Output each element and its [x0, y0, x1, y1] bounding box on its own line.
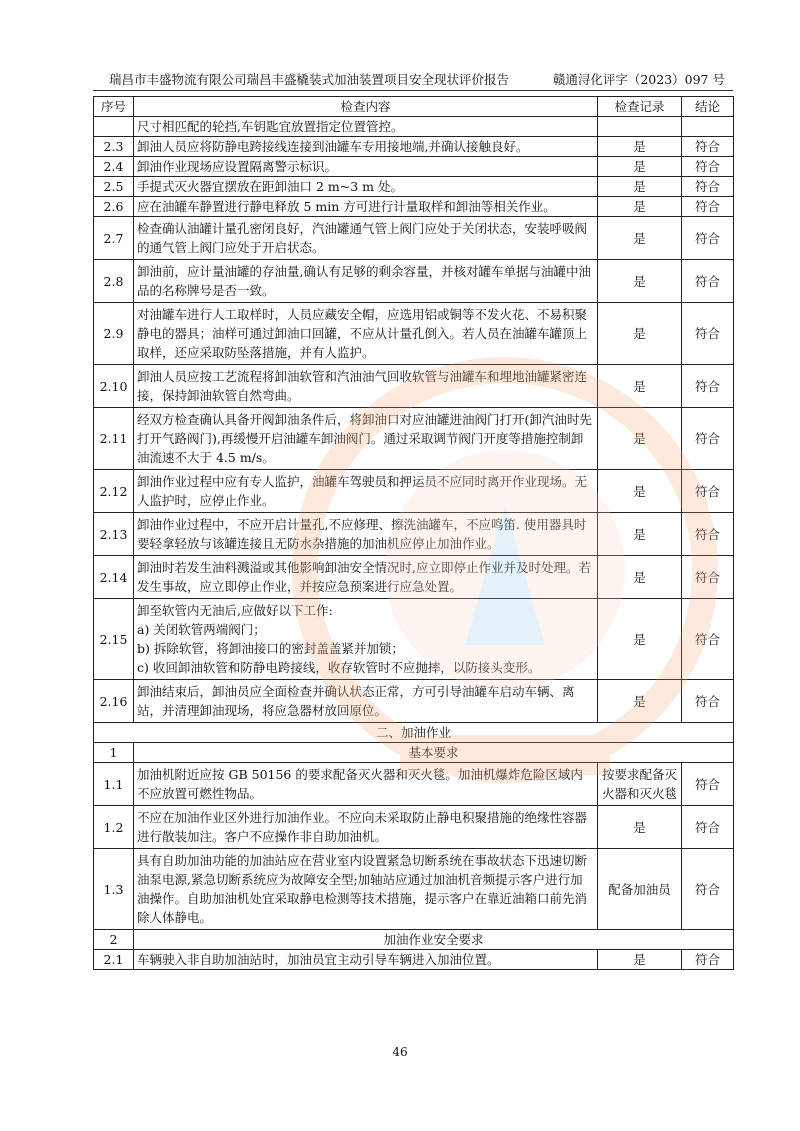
- col-header-record: 检查记录: [598, 97, 682, 117]
- row-record: 是: [598, 260, 682, 303]
- row-result: 符合: [682, 599, 734, 680]
- row-content: 加油机附近应按 GB 50156 的要求配备灭火器和灭火毯。加油机爆炸危险区域内不应放置可燃性物品。: [134, 763, 598, 806]
- row-record: 是: [598, 303, 682, 365]
- list-line: b) 拆除软管，将卸油接口的密封盖盖紧并加锁；: [137, 641, 404, 656]
- subsection-title: 加油作业安全要求: [134, 930, 734, 950]
- row-result: 符合: [682, 137, 734, 157]
- row-result: 符合: [682, 217, 734, 260]
- row-no: 2.13: [94, 513, 134, 556]
- row-record: 是: [598, 197, 682, 217]
- row-no: [94, 117, 134, 137]
- table-row: [94, 763, 734, 806]
- section-row: [94, 723, 734, 743]
- row-record: 是: [598, 950, 682, 970]
- row-no: 2.4: [94, 157, 134, 177]
- table-row: [94, 157, 734, 177]
- row-content: 卸油时若发生油料溅溢或其他影响卸油安全情况时,应立即停止作业并及时处理。若发生事故，应立即停止作业，并按应急预案进行应急处置。: [134, 556, 598, 599]
- row-record: 是: [598, 556, 682, 599]
- row-content: 具有自助加油功能的加油站应在营业室内设置紧急切断系统在事故状态下迅速切断油泵电源,紧急切断系统应为故障安全型;加轴站应通过加油机音频提示客户进行加油操作。自助加油机处宜采取静电检测等技术措施，提示客户在靠近油箱口前先消除人体静电。: [134, 849, 598, 930]
- subsection-no: 1: [94, 743, 134, 763]
- row-record: 是: [598, 599, 682, 680]
- col-header-content: 检查内容: [134, 97, 598, 117]
- row-content-list: [134, 599, 598, 680]
- row-no: 1.2: [94, 806, 134, 849]
- row-content: 尺寸相匹配的轮挡,车钥匙宜放置指定位置管控。: [134, 117, 598, 137]
- row-no: 2.12: [94, 470, 134, 513]
- row-content: 经双方检查确认具备开阀卸油条件后，将卸油口对应油罐进油阀门打开(卸汽油时先打开气路阀门),再缓慢开启油罐车卸油阀门。通过采取调节阀门开度等措施控制卸油流速不大于 4.5 m/s。: [134, 408, 598, 470]
- row-no: 2.1: [94, 950, 134, 970]
- table-row: [94, 117, 734, 137]
- row-result: 符合: [682, 513, 734, 556]
- row-record: 是: [598, 513, 682, 556]
- row-record: 是: [598, 137, 682, 157]
- row-result: 符合: [682, 408, 734, 470]
- row-record: 是: [598, 806, 682, 849]
- row-content: 卸油人员应将防静电跨接线连接到油罐车专用接地端,并确认接触良好。: [134, 137, 598, 157]
- row-no: 2.3: [94, 137, 134, 157]
- table-row: [94, 680, 734, 723]
- row-record: 是: [598, 217, 682, 260]
- table-row: [94, 513, 734, 556]
- table-row: [94, 849, 734, 930]
- row-record: 是: [598, 177, 682, 197]
- table-row: [94, 556, 734, 599]
- row-result: 符合: [682, 950, 734, 970]
- list-line: 卸至软管内无油后,应做好以下工作:: [137, 603, 333, 618]
- row-no: 2.16: [94, 680, 134, 723]
- row-content: 卸油作业过程中应有专人监护，油罐车驾驶员和押运员不应同时离开作业现场。无人监护时，应停止作业。: [134, 470, 598, 513]
- table-row: [94, 806, 734, 849]
- row-record: 配备加油员: [598, 849, 682, 930]
- section-title: 二、加油作业: [94, 723, 734, 743]
- row-content: 不应在加油作业区外进行加油作业。不应向未采取防止静电积聚措施的绝缘性容器进行散装加注。客户不应操作非自助加油机。: [134, 806, 598, 849]
- row-content: 卸油作业过程中，不应开启计量孔,不应修理、擦洗油罐车，不应鸣笛. 使用器具时要轻拿轻放与该罐连接且无防水杂措施的加油机应停止加油作业。: [134, 513, 598, 556]
- table-row: [94, 260, 734, 303]
- row-no: 2.9: [94, 303, 134, 365]
- row-result: 符合: [682, 303, 734, 365]
- row-record: 是: [598, 157, 682, 177]
- list-line: a) 关闭软管两端阀门；: [137, 622, 266, 637]
- header-report-number: 赣通浔化评字（2023）097 号: [552, 72, 725, 87]
- col-header-no: 序号: [94, 97, 134, 117]
- row-result: 符合: [682, 763, 734, 806]
- row-result: 符合: [682, 806, 734, 849]
- row-result: 符合: [682, 470, 734, 513]
- table-row: [94, 599, 734, 680]
- table-row: [94, 177, 734, 197]
- row-record: 是: [598, 408, 682, 470]
- row-result: 符合: [682, 365, 734, 408]
- row-result: [682, 117, 734, 137]
- row-record: 是: [598, 365, 682, 408]
- row-result: 符合: [682, 849, 734, 930]
- table-row: [94, 470, 734, 513]
- row-no: 1.1: [94, 763, 134, 806]
- row-content: 卸油人员应按工艺流程将卸油软管和汽油油气回收软管与油罐车和埋地油罐紧密连接，保持卸油软管自然弯曲。: [134, 365, 598, 408]
- list-line: c) 收回卸油软管和防静电跨接线，收存软管时不应抛摔，以防接头变形。: [137, 660, 541, 675]
- page-number: 46: [392, 1045, 408, 1059]
- row-no: 2.11: [94, 408, 134, 470]
- table-row: [94, 408, 734, 470]
- inspection-table: [93, 96, 734, 970]
- table-row: [94, 950, 734, 970]
- row-no: 2.15: [94, 599, 134, 680]
- subsection-row: [94, 743, 734, 763]
- header-title: 瑞昌市丰盛物流有限公司瑞昌丰盛橇装式加油装置项目安全现状评价报告: [109, 72, 510, 87]
- row-no: 2.6: [94, 197, 134, 217]
- row-record: 是: [598, 680, 682, 723]
- row-record: 是: [598, 470, 682, 513]
- row-content: 应在油罐车静置进行静电释放 5 min 方可进行计量取样和卸油等相关作业。: [134, 197, 598, 217]
- row-no: 2.7: [94, 217, 134, 260]
- row-record: [598, 117, 682, 137]
- subsection-no: 2: [94, 930, 134, 950]
- table-row: [94, 365, 734, 408]
- row-content: 卸油前，应计量油罐的存油量,确认有足够的剩余容量，并核对罐车单据与油罐中油品的名称牌号是否一致。: [134, 260, 598, 303]
- row-content: 卸油作业现场应设置隔离警示标识。: [134, 157, 598, 177]
- row-result: 符合: [682, 556, 734, 599]
- row-record: 按要求配备灭火器和灭火毯: [598, 763, 682, 806]
- row-result: 符合: [682, 157, 734, 177]
- row-content: 对油罐车进行人工取样时，人员应藏安全帽，应选用铝或铜等不发火花、不易积聚静电的器具；油样可通过卸油口回罐，不应从计量孔倒入。若人员在油罐车罐顶上取样，还应采取防坠落措施，并有人监护。: [134, 303, 598, 365]
- table-row: [94, 217, 734, 260]
- row-result: 符合: [682, 680, 734, 723]
- row-content: 车辆驶入非自助加油站时，加油员宜主动引导车辆进入加油位置。: [134, 950, 598, 970]
- row-no: 1.3: [94, 849, 134, 930]
- table-header-row: [94, 97, 734, 117]
- page-header: [93, 70, 733, 91]
- row-content: 手提式灭火器宜摆放在距卸油口 2 m~3 m 处。: [134, 177, 598, 197]
- subsection-row: [94, 930, 734, 950]
- row-result: 符合: [682, 177, 734, 197]
- table-row: [94, 197, 734, 217]
- row-no: 2.5: [94, 177, 134, 197]
- col-header-result: 结论: [682, 97, 734, 117]
- table-row: [94, 303, 734, 365]
- row-no: 2.14: [94, 556, 134, 599]
- row-content: 检查确认油罐计量孔密闭良好，汽油罐通气管上阀门应处于关闭状态，安装呼吸阀的通气管上阀门应处于开启状态。: [134, 217, 598, 260]
- row-result: 符合: [682, 260, 734, 303]
- row-no: 2.8: [94, 260, 134, 303]
- table-row: [94, 137, 734, 157]
- row-content: 卸油结束后，卸油员应全面检查并确认状态正常，方可引导油罐车启动车辆、离站，并清理卸油现场，将应急器材放回原位。: [134, 680, 598, 723]
- row-result: 符合: [682, 197, 734, 217]
- subsection-title: 基本要求: [134, 743, 734, 763]
- row-no: 2.10: [94, 365, 134, 408]
